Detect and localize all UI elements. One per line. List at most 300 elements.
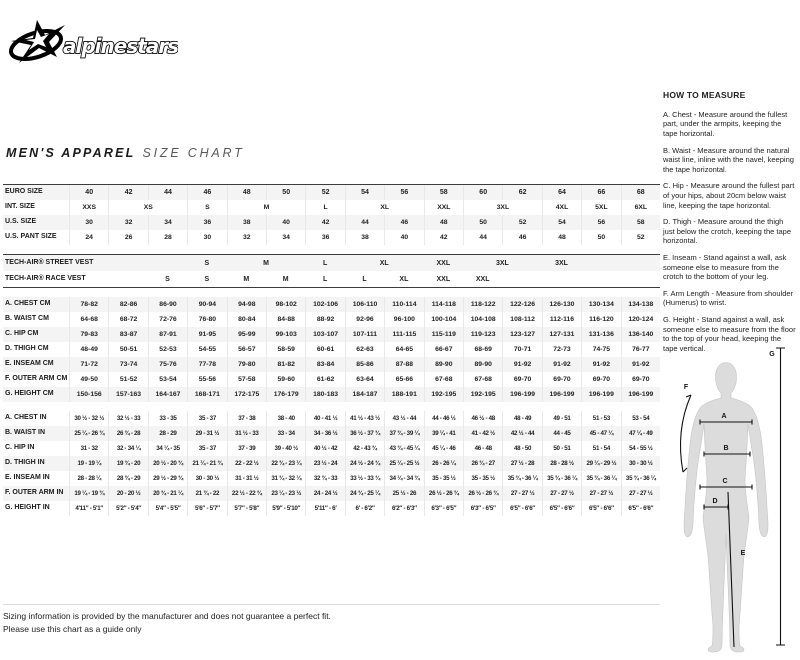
table-cell: M [227,200,306,215]
table-cell: 87-91 [148,327,187,342]
table-cell: 40 [266,215,305,230]
page-title-bold: MEN'S APPAREL [6,146,136,160]
table-cell: 126-130 [542,297,581,312]
table-cell: 28 - 29 [148,426,187,441]
table-cell: 44 [463,230,502,245]
table-cell: 99-103 [266,327,305,342]
table-cell: 130-134 [581,297,620,312]
table-cell [69,271,108,287]
table-cell: 26 [108,230,147,245]
table-cell: 134-138 [621,297,660,312]
table-cell: 38 [227,215,266,230]
table-cell: 26 ¾ - 28 [108,426,147,441]
table-cell: 23 ½ - 24 [305,456,344,471]
row-label: F. OUTER ARM CM [5,375,68,383]
table-cell: 64-65 [384,342,423,357]
row-label: D. THIGH CM [5,345,49,353]
table-cell: 84-88 [266,312,305,327]
table-cell: 50 [266,185,305,200]
measure-instruction: F. Arm Length - Measure from shoulder (Humerus) to wrist. [663,288,794,308]
table-cell: 28 - 28 ½ [542,456,581,471]
table-cell: 44 [148,185,187,200]
how-to-measure-title: HOW TO MEASURE [663,90,746,100]
label-arm-length: F [683,384,689,391]
table-cell: M [282,275,289,283]
table-cell: L [305,200,344,215]
row-label: U.S. SIZE [5,218,37,226]
table-cell: 19 ¼ - 19 ¾ [69,486,108,501]
table-cell: 24 [69,230,108,245]
measure-instruction: C. Hip - Measure around the fullest part of your hips, about 20cm below waist line, keeping the tape horizontal. [663,181,795,210]
table-cell: 40 ½ - 42 [305,441,344,456]
table-cell: 91-92 [621,357,660,372]
disclaimer-line-2: Please use this chart as a guide only [3,623,142,634]
table-cell: 28 ¾ - 29 [108,471,147,486]
table-cell: XL [399,275,409,283]
table-cell: 63-64 [345,372,384,387]
table-cell: 57-58 [227,372,266,387]
table-cell: 78-82 [69,297,108,312]
table-cell: 6′3″ - 6′5″ [463,501,502,516]
table-cell: 88-92 [305,312,344,327]
table-row [3,215,660,230]
table-cell: 60 [463,185,502,200]
table-cell: 72-76 [148,312,187,327]
table-cell: 35 ¾ - 36 ¼ [542,471,581,486]
table-cell: 48-49 [69,342,108,357]
table-row [3,357,660,372]
table-cell: 66 [581,185,620,200]
table-cell: 61-62 [305,372,344,387]
row-label: E. INSEAM CM [5,360,54,368]
table-cell: 60-61 [305,342,344,357]
table-cell: 82-86 [108,297,147,312]
table-cell: 58 [424,185,463,200]
table-cell: XXL [475,275,490,283]
table-cell: M [263,259,269,267]
row-label: D. THIGH IN [5,459,45,467]
table-cell: 34 ¼ - 34 ¾ [384,471,423,486]
table-cell: 54 [345,185,384,200]
table-row [3,230,660,245]
table-cell: 34 - 36 ½ [305,426,344,441]
table-cell: 35 - 35 ½ [463,471,502,486]
table-cell: 26 - 26 ¼ [424,456,463,471]
table-cell: XXL [436,259,451,267]
table-group-cm [3,297,660,402]
table-cell: 39 ¼ - 41 [424,426,463,441]
table-cell: 41 ½ - 43 ½ [345,411,384,426]
table-cell: 50 [581,230,620,245]
table-cell: 58 [621,215,660,230]
table-cell: 6′5″ - 6′6″ [581,501,620,516]
row-label: G. HEIGHT CM [5,390,54,398]
table-cell: 20 ¾ - 21 ¼ [148,486,187,501]
table-row [3,456,660,471]
table-cell: 22 - 22 ½ [227,456,266,471]
table-cell: 48 - 50 [502,441,541,456]
table-cell: 27 - 27 ½ [502,486,541,501]
table-cell: XL [379,259,389,267]
table-cell: 120-124 [621,312,660,327]
table-cell: 30 [187,230,226,245]
table-cell: 58-59 [266,342,305,357]
table-cell: 29 - 31 ½ [187,426,226,441]
page-title [6,146,245,160]
table-cell: 25 ½ - 26 [384,486,423,501]
row-label: A. CHEST CM [5,300,51,308]
table-cell: 28 - 28 ¼ [69,471,108,486]
table-cell: 180-183 [305,387,344,402]
measure-instruction: G. Height - Stand against a wall, ask someone else to measure from the floor to the top of your head, keeping the tape vertical. [663,314,796,353]
body-silhouette-graphic [658,345,800,655]
table-row [3,441,660,456]
table-cell: 123-127 [502,327,541,342]
table-cell: 30 - 30 ½ [621,456,660,471]
table-cell: 4XL [542,200,581,215]
measure-instruction: B. Waist - Measure around the natural waist line, inline with the navel, keeping the tape horizontal. [663,145,794,174]
table-cell: 32 - 34 ¼ [108,441,147,456]
table-cell: 91-92 [502,357,541,372]
table-cell: L [362,275,367,283]
label-thigh: D [712,498,718,505]
table-cell: 83-87 [108,327,147,342]
table-row [3,486,660,501]
table-cell: 38 [345,230,384,245]
table-cell: 68 [621,185,660,200]
label-chest: A [721,413,727,420]
table-group-sizes [3,184,660,245]
table-cell: 76-80 [187,312,226,327]
row-label: E. INSEAM IN [5,474,50,482]
table-cell: 68-69 [463,342,502,357]
measure-list [663,110,797,353]
table-cell: 136-140 [621,327,660,342]
table-cell: 19 ¾ - 20 [108,456,147,471]
table-cell: 5′9″ - 5′10″ [266,501,305,516]
table-cell: 100-104 [424,312,463,327]
table-cell: 53 - 54 [621,411,660,426]
table-cell: 114-118 [424,297,463,312]
table-cell: 48 [424,215,463,230]
table-cell: 23 ¼ - 23 ½ [266,486,305,501]
table-cell: 76-77 [621,342,660,357]
table-cell: 5′2″ - 5′4″ [108,501,147,516]
table-cell: 35 - 35 ½ [424,471,463,486]
table-cell: 32 [108,215,147,230]
table-cell: 28 [148,230,187,245]
table-cell: 36 ½ - 37 ¾ [345,426,384,441]
table-cell: 46 [384,215,423,230]
table-cell: 48 [542,230,581,245]
table-cell: 192-195 [424,387,463,402]
table-cell: 5′4″ - 5′5″ [148,501,187,516]
label-height: G [769,351,775,358]
table-cell: 32 ¾ - 33 [305,471,344,486]
table-cell: 87-88 [384,357,423,372]
table-cell: 52 [621,230,660,245]
table-cell: 24 - 24 ½ [305,486,344,501]
table-cell: 35 - 37 [187,441,226,456]
table-cell: 110-114 [384,297,423,312]
table-cell: 35 - 37 [187,411,226,426]
table-cell: 44 [345,215,384,230]
table-cell: 5′7″ - 5′8″ [227,501,266,516]
table-cell: 20 - 20 ½ [108,486,147,501]
table-cell: 52-53 [148,342,187,357]
table-cell: 80-84 [227,312,266,327]
table-row [3,411,660,426]
table-cell: 5′11″ - 6′ [305,501,344,516]
table-cell: 115-119 [424,327,463,342]
measure-instruction: A. Chest - Measure around the fullest part, under the armpits, keeping the tape horizontal. [663,109,788,139]
row-label: U.S. PANT SIZE [5,233,57,241]
table-cell: 71-72 [69,357,108,372]
table-cell: 31 - 32 [69,441,108,456]
table-cell: 24 ¾ - 25 ¼ [345,486,384,501]
table-cell: 48 [227,185,266,200]
row-label: B. WAIST CM [5,315,49,323]
page-title-light: SIZE CHART [142,146,245,160]
table-cell: 36 [187,215,226,230]
table-group-in [3,411,660,516]
table-cell: S [165,275,170,283]
table-cell: 32 [227,230,266,245]
table-cell: 62-63 [345,342,384,357]
table-cell: 4′11″ - 5′1″ [69,501,108,516]
table-cell: 89-90 [463,357,502,372]
table-cell: 34 [148,215,187,230]
table-cell: 47 ¼ - 49 [621,426,660,441]
table-cell: 69-70 [542,372,581,387]
table-cell: 42 [424,230,463,245]
table-cell: 176-179 [266,387,305,402]
table-cell: XXL [424,200,463,215]
table-cell: 42 - 43 ¾ [345,441,384,456]
table-cell: 6′5″ - 6′6″ [621,501,660,516]
table-cell: 29 ½ - 29 ¾ [148,471,187,486]
table-cell: 37 - 38 [227,411,266,426]
measure-instruction: E. Inseam - Stand against a wall, ask someone else to measure from the crotch to the bottom of your leg. [663,253,787,282]
table-cell: 104-108 [463,312,502,327]
table-cell: 46 ½ - 48 [463,411,502,426]
table-row [3,255,660,271]
table-cell: 37 - 39 [227,441,266,456]
table-cell: 22 ¾ - 23 ¼ [266,456,305,471]
size-table [3,184,660,525]
brand-wordmark: alpinestars [63,34,178,58]
table-cell: 6′5″ - 6′6″ [502,501,541,516]
table-cell: 32 ½ - 33 [108,411,147,426]
table-cell [581,271,620,287]
table-cell: 85-86 [345,357,384,372]
table-cell: 20 ½ - 20 ¾ [148,456,187,471]
table-cell: 33 ½ - 33 ¾ [345,471,384,486]
table-cell: 68-72 [108,312,147,327]
table-cell: 94-98 [227,297,266,312]
table-cell: 150-156 [69,387,108,402]
table-cell: S [187,200,226,215]
table-cell: 39 - 40 ½ [266,441,305,456]
table-row [3,342,660,357]
table-cell: 127-131 [542,327,581,342]
table-cell: 77-78 [187,357,226,372]
table-cell: 40 - 41 ½ [305,411,344,426]
row-label: G. HEIGHT IN [5,504,50,512]
table-cell: 116-120 [581,312,620,327]
table-cell: 30 - 30 ½ [187,471,226,486]
table-cell [108,271,147,287]
table-cell: 83-84 [305,357,344,372]
table-cell: 33 - 34 [266,426,305,441]
table-cell: 26 ½ - 26 ¾ [463,486,502,501]
table-cell: 51 - 54 [581,441,620,456]
table-cell: 172-175 [227,387,266,402]
table-cell: 112-116 [542,312,581,327]
table-cell: 22 ½ - 22 ¾ [227,486,266,501]
table-cell: 103-107 [305,327,344,342]
table-cell: 6′ - 6′2″ [345,501,384,516]
table-cell: 196-199 [502,387,541,402]
table-cell: 157-163 [108,387,147,402]
table-cell: 59-60 [266,372,305,387]
height-measure-line [776,348,785,645]
row-label: EURO SIZE [5,188,43,196]
table-cell: 53-54 [148,372,187,387]
table-cell: 35 ¾ - 36 ¼ [581,471,620,486]
table-cell: 168-171 [187,387,226,402]
table-row [3,297,660,312]
table-cell: 196-199 [542,387,581,402]
table-cell: 44 - 46 ½ [424,411,463,426]
table-cell: 46 [502,230,541,245]
table-cell: 3XL [555,259,568,267]
table-cell: 79-80 [227,357,266,372]
row-label: INT. SIZE [5,203,35,211]
table-cell: 102-106 [305,297,344,312]
table-row [3,387,660,402]
table-cell: 41 - 42 ½ [463,426,502,441]
table-cell: 43 ½ - 44 [384,411,423,426]
table-cell: 25 ¼ - 25 ½ [384,456,423,471]
table-cell: XXL [436,275,451,283]
table-cell: 89-90 [424,357,463,372]
table-cell: 6XL [621,200,660,215]
table-cell: 26 ¾ - 27 [463,456,502,471]
table-cell: L [322,275,328,283]
row-label: TECH-AIR® RACE VEST [5,274,86,282]
table-cell: 69-70 [502,372,541,387]
table-cell: 118-122 [463,297,502,312]
table-cell: 96-100 [384,312,423,327]
table-cell: 73-74 [108,357,147,372]
table-cell: 38 - 40 [266,411,305,426]
table-cell: 52 [502,215,541,230]
table-cell: 3XL [495,259,509,267]
table-cell [502,271,541,287]
table-cell: 66-67 [424,342,463,357]
table-group-vests [3,254,660,288]
row-label: A. CHEST IN [5,414,47,422]
table-cell: 21 ¾ - 22 [187,486,226,501]
table-cell: 119-123 [463,327,502,342]
table-cell: XL [345,200,424,215]
table-cell: 184-187 [345,387,384,402]
table-cell: 74-75 [581,342,620,357]
table-cell: 91-92 [542,357,581,372]
row-label: B. WAIST IN [5,429,46,437]
table-cell: 90-94 [187,297,226,312]
table-cell: 92-96 [345,312,384,327]
table-cell [621,271,660,287]
table-cell: 69-70 [621,372,660,387]
table-cell: 35 ¾ - 36 ¼ [502,471,541,486]
table-cell: S [204,259,210,267]
table-cell: 29 ¼ - 29 ½ [581,456,620,471]
table-cell: 192-195 [463,387,502,402]
table-cell: 31 - 31 ½ [227,471,266,486]
star-icon [8,20,65,64]
table-cell: 27 - 27 ½ [621,486,660,501]
table-cell: 40 [384,230,423,245]
table-cell: 98-102 [266,297,305,312]
table-cell: M [243,275,250,283]
table-cell: 72-73 [542,342,581,357]
table-cell: 91-92 [581,357,620,372]
table-cell: 51-52 [108,372,147,387]
table-cell: 19 - 19 ¼ [69,456,108,471]
row-label: C. HIP IN [5,444,35,452]
table-cell: 30 ½ - 32 ½ [69,411,108,426]
table-cell: 50 [463,215,502,230]
label-waist: B [723,445,729,452]
table-cell: 86-90 [148,297,187,312]
table-cell: 48 - 49 [502,411,541,426]
table-cell: 91-95 [187,327,226,342]
table-cell: 46 [187,185,226,200]
table-cell: 25 ¼ - 26 ¾ [69,426,108,441]
footer-disclaimer [3,604,660,636]
measure-instruction: D. Thigh - Measure around the thigh just below the crotch, keeping the tape horizontal. [663,217,791,246]
table-cell: 34 ¼ - 35 [148,441,187,456]
table-cell: 27 - 27 ½ [581,486,620,501]
table-cell [542,271,581,287]
table-cell: 27 - 27 ½ [542,486,581,501]
table-cell: 64 [542,185,581,200]
table-cell: 35 ¾ - 36 ¼ [621,471,660,486]
row-label: TECH-AIR® STREET VEST [5,258,94,266]
table-cell: 43 ¾ - 45 ¼ [384,441,423,456]
table-cell: 64-68 [69,312,108,327]
label-inseam: E [740,550,746,557]
table-cell: 3XL [463,200,542,215]
table-cell: 65-66 [384,372,423,387]
table-cell: 54 [542,215,581,230]
table-row [3,185,660,200]
table-cell: 164-167 [148,387,187,402]
table-cell: XXS [69,200,108,215]
table-cell: 122-126 [502,297,541,312]
table-row [3,372,660,387]
table-row [3,312,660,327]
table-cell: 106-110 [345,297,384,312]
label-hip: C [722,478,728,485]
alpinestars-logo [8,16,178,75]
table-cell: 52 [305,185,344,200]
table-cell: 6′3″ - 6′5″ [424,501,463,516]
alpinestars-logo-graphic [8,16,178,70]
table-cell: 56 [581,215,620,230]
